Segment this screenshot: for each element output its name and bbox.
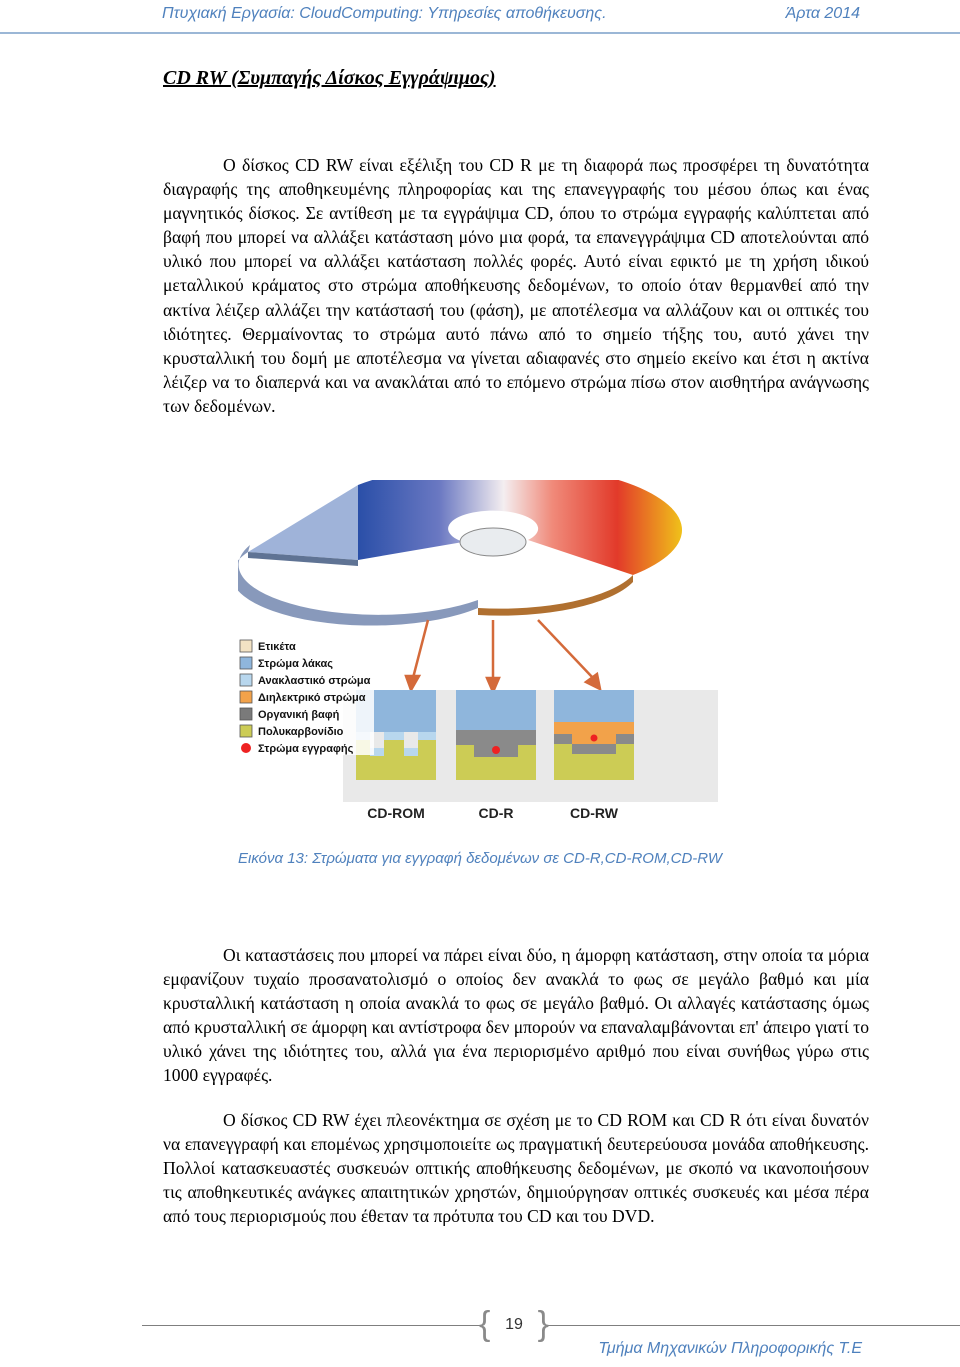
page-number-box [479,1305,549,1344]
column-label-cd-rom: CD-ROM [367,805,425,820]
page-number: 19 [505,1316,523,1333]
footer-department: Τμήμα Μηχανικών Πληροφορικής Τ.Ε [598,1340,862,1357]
section-heading: CD RW (Συμπαγής Δίσκος Εγγράψιμος) [163,67,496,89]
header-title: Πτυχιακή Εργασία: CloudComputing: Υπηρεσίες αποθήκευσης. [162,5,607,22]
left-brace: { [479,1305,491,1343]
legend-swatch [240,640,252,652]
legend-label: Διηλεκτρικό στρώμα [258,692,366,704]
paragraph-2 [163,943,869,1088]
column-label-cd-rw: CD-RW [570,805,618,820]
paragraph-2-text: Οι καταστάσεις που μπορεί να πάρει είναι δύο, η άμορφη κατάσταση, στην οποία τα μόρια εμφανίζουν τυχαίο προσανατολισμό ο οποίος δεν ανακλά το φως σε μεγάλο βαθμό και μία κρυσταλλική κατάσταση η οποία ανακλά το φως σε μεγάλο βαθμό. Οι αλλαγές κατάστασης όμως από κρυσταλλική σε άμορφη και αντίστροφα δεν μπορούν να επαναλαμβάνονται επ' άπειρο γιατί το υλικό χάνει της ιδιότητες του, αλλά για ένα περιορισμένο αριθμό που είναι συνήθως γύρω στις 1000 εγγραφές. [163,945,869,1086]
disc-illustration [238,480,682,626]
paragraph-1-text: Ο δίσκος CD RW είναι εξέλιξη του CD R με τη διαφορά πως προσφέρει τη δυνατότητα διαγραφής της αποθηκευμένης πληροφορίας και της επανεγγραφής του μέσου όπως και ένας μαγνητικός δίσκος. Σε αντίθεση με τα εγγράψιμα CD, όπου το στρώμα εγγραφής καλύπτεται από βαφή που μπορεί να αλλάξει κατάσταση μόνο μια φορά, τα επανεγγράψιμα CD αποτελούνται από υλικό που μπορεί να αλλάξει κατάσταση πολλές φορές. Αυτό είναι εφικτό με τη χρήση ιδικού μεταλλικού κράματος στο στρώμα αποθήκευσης δεδομένων, το οποίο όταν θερμανθεί από την ακτίνα λέιζερ αλλάζει την κατάστασή του (φάση), με αποτέλεσμα να αλλάζουν και οι οπτικές του ιδιότητες. Θερμαίνοντας το στρώμα αυτό πάνω από το σημείο τήξης του, αυτό χάνει την κρυσταλλική του δομή με αποτέλεσμα να γίνεται αδιαφανές στο σημείο εκείνο και έτσι η ακτίνα λέιζερ να το διαπερνά και να ανακλάται από το επόμενο στρώμα πίσω στον αισθητήρα ανάγνωσης των δεδομένων. [163,155,869,416]
column-label-cd-r: CD-R [478,805,514,820]
legend-label: Πολυκαρβονίδιο [258,726,344,738]
footer-rule [142,1325,960,1326]
figure-caption: Εικόνα 13: Στρώματα για εγγραφή δεδομένων σε CD-R,CD-ROM,CD-RW [237,850,723,867]
legend-label: Οργανική βαφή [258,709,340,721]
legend-swatch [240,657,252,669]
page-header [0,0,960,34]
legend-swatch [240,674,252,686]
cd-rw-stack [554,690,634,780]
legend-label: Ανακλαστικό στρώμα [258,675,371,687]
paragraph-3-text: Ο δίσκος CD RW έχει πλεονέκτημα σε σχέση με το CD ROM και CD R ότι είναι δυνατόν να επανεγγραφή και επομένως χρησιμοποιείτε ως πραγματική δευτερεύουσα μονάδα αποθήκευσης. Πολλοί κατασκευαστές συσκευών οπτικής αποθήκευσης δεδομένων, με σκοπό να ικανοποιήσουν τις αποθηκευτικές ανάγκες απαιτητικών χρηστών, δημιούργησαν οπτικές συσκευές και μέσα πέρα από τους περιορισμούς που έθεταν τα πρότυπα του CD και του DVD. [163,1110,869,1227]
legend-swatch [240,691,252,703]
legend [238,635,374,755]
legend-label: Στρώμα λάκας [258,658,333,670]
legend-swatch [240,725,252,737]
legend-swatch [240,708,252,720]
legend-swatch [241,743,251,753]
paragraph-3 [163,1108,869,1228]
cd-layers-figure [238,480,718,820]
header-date: Άρτα 2014 [785,5,860,22]
legend-label: Στρώμα εγγραφής [258,743,354,755]
cd-r-stack [456,690,536,780]
paragraph-1 [163,153,869,418]
legend-label: Ετικέτα [258,641,296,653]
right-brace: } [537,1305,549,1343]
pointer-arrows [406,620,600,692]
